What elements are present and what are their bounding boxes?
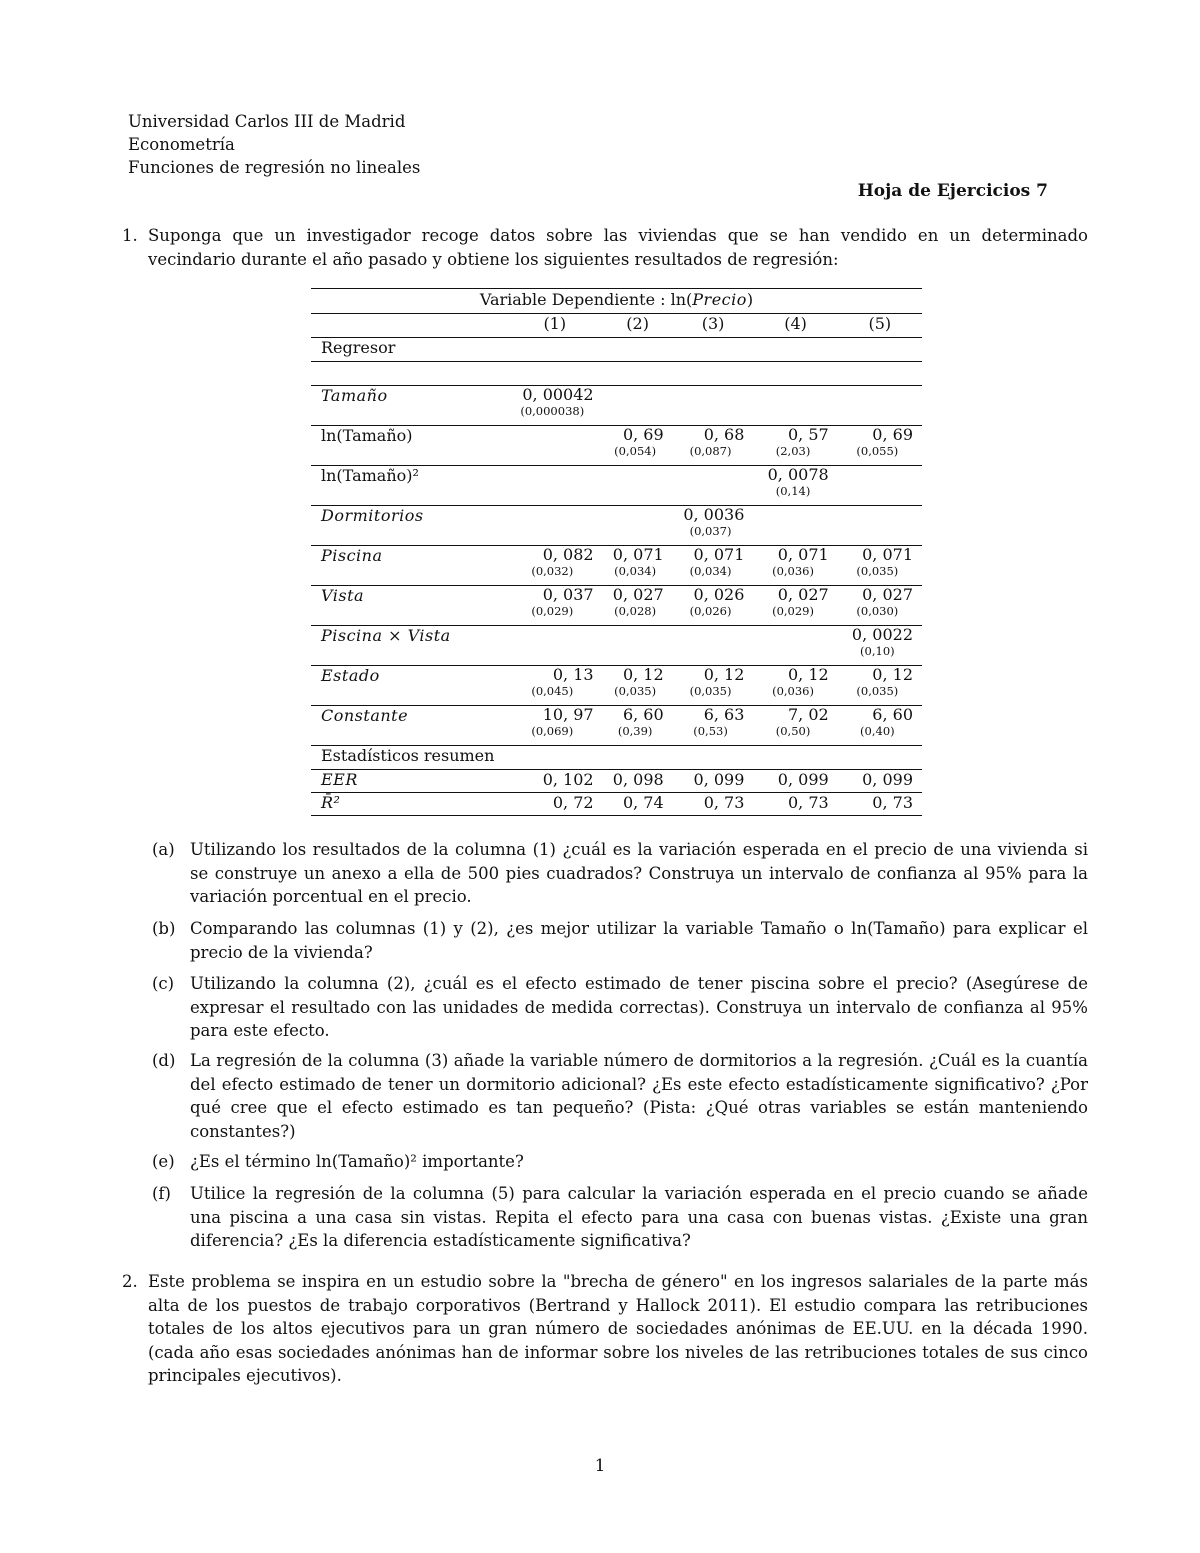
coefficient-cell (838, 466, 922, 506)
sub-question-f (152, 1182, 1088, 1253)
standard-error: (0,045) (531, 684, 574, 698)
standard-error: (0,030) (856, 604, 899, 618)
coefficient-value: 0, 12 (787, 665, 829, 684)
coefficient-row (311, 506, 922, 546)
sub-question-c (152, 972, 1088, 1043)
coefficient-value: 0, 027 (612, 585, 664, 604)
regressor-label: Regresor (311, 338, 922, 362)
regressor-name: ln(Tamaño)² (311, 466, 507, 506)
coefficient-value: 0, 027 (862, 585, 913, 604)
standard-error: (0,036) (772, 564, 814, 578)
standard-error: (0,000038) (520, 404, 585, 418)
r2-value: 0, 73 (753, 793, 837, 816)
r2-value: 0, 74 (603, 793, 673, 816)
standard-error: (0,39) (617, 724, 653, 738)
coefficient-cell (838, 666, 922, 706)
coefficient-cell (673, 506, 754, 546)
sub-question-b (152, 917, 1088, 964)
standard-error: (0,032) (531, 564, 574, 578)
standard-error: (0,029) (531, 604, 574, 618)
eer-value: 0, 102 (507, 770, 603, 793)
coefficient-value: 6, 63 (703, 705, 745, 724)
coefficient-cell (673, 546, 754, 586)
standard-error: (0,034) (689, 564, 732, 578)
topic-name: Funciones de regresión no lineales (128, 158, 421, 177)
standard-error: (0,10) (860, 644, 895, 658)
sub-question-text: Comparando las columnas (1) y (2), ¿es mejor utilizar la variable Tamaño o ln(Tamaño) para explicar el precio de la vivienda? (190, 919, 1088, 962)
regressor-name: ln(Tamaño) (311, 426, 507, 466)
sub-question-label: (e) (152, 1152, 175, 1171)
r2-value: 0, 73 (673, 793, 754, 816)
eer-value: 0, 099 (753, 770, 837, 793)
coefficient-cell (838, 626, 922, 666)
coefficient-cell (507, 426, 603, 466)
coefficient-cell (507, 506, 603, 546)
coefficient-value: 0, 071 (612, 545, 664, 564)
column-header: (3) (673, 314, 754, 338)
sub-question-label: (c) (152, 974, 175, 993)
column-header: (5) (838, 314, 922, 338)
coefficient-cell (603, 386, 673, 426)
coefficient-cell (603, 586, 673, 626)
column-header: (1) (507, 314, 603, 338)
coefficient-value: 0, 57 (787, 425, 829, 444)
standard-error: (0,034) (614, 564, 657, 578)
coefficient-cell (673, 586, 754, 626)
sub-question-label: (b) (152, 919, 176, 938)
coefficient-value: 0, 027 (777, 585, 829, 604)
r2-value: 0, 72 (507, 793, 603, 816)
coefficient-row (311, 626, 922, 666)
standard-error: (0,035) (614, 684, 657, 698)
summary-header-row (311, 746, 922, 770)
r2-value: 0, 73 (838, 793, 922, 816)
standard-error: (2,03) (775, 444, 811, 458)
coefficient-cell (507, 706, 603, 746)
coefficient-value: 6, 60 (872, 705, 913, 724)
regressor-name: Tamaño (311, 386, 507, 426)
coefficient-cell (753, 666, 837, 706)
eer-value: 0, 099 (838, 770, 922, 793)
coefficient-cell (507, 466, 603, 506)
coefficient-value: 10, 97 (542, 705, 594, 724)
sub-question-label: (f) (152, 1184, 171, 1203)
dep-var-label: Variable Dependiente : ln( (479, 290, 693, 309)
coefficient-value: 6, 60 (622, 705, 664, 724)
coefficient-cell (603, 466, 673, 506)
sheet-title: Hoja de Ejercicios 7 (857, 181, 1048, 201)
coefficient-cell (838, 546, 922, 586)
regressor-name: Piscina (311, 546, 507, 586)
column-header: (2) (603, 314, 673, 338)
coefficient-cell (838, 506, 922, 546)
coefficient-cell (507, 666, 603, 706)
sub-question-text: Utilizando los resultados de la columna (1) ¿cuál es la variación esperada en el precio de una vivienda si se construye un anexo a ella de 500 pies cuadrados? Construya un intervalo de confianza al 95% para la variación porcentual en el precio. (190, 840, 1088, 906)
coefficient-value: 0, 071 (693, 545, 745, 564)
coefficient-row (311, 386, 922, 426)
summary-label: Estadísticos resumen (311, 746, 922, 770)
column-header-row (311, 314, 922, 338)
coefficient-cell (673, 666, 754, 706)
standard-error: (0,026) (689, 604, 732, 618)
standard-error: (0,50) (775, 724, 811, 738)
coefficient-cell (838, 586, 922, 626)
coefficient-cell (603, 546, 673, 586)
standard-error: (0,037) (689, 524, 732, 538)
coefficient-cell (673, 706, 754, 746)
sub-question-text: ¿Es el término ln(Tamaño)² importante? (190, 1152, 524, 1171)
dependent-variable-row (311, 289, 922, 314)
standard-error: (0,036) (772, 684, 814, 698)
standard-error: (0,14) (775, 484, 811, 498)
university-name: Universidad Carlos III de Madrid (128, 112, 406, 131)
coefficient-cell (753, 386, 837, 426)
standard-error: (0,069) (531, 724, 574, 738)
coefficient-row (311, 706, 922, 746)
coefficient-value: 0, 12 (872, 665, 913, 684)
coefficient-value: 7, 02 (787, 705, 829, 724)
page-number: 1 (594, 1456, 606, 1476)
standard-error: (0,087) (689, 444, 732, 458)
coefficient-row (311, 466, 922, 506)
sub-question-label: (d) (152, 1051, 176, 1070)
sub-question-d (152, 1049, 1088, 1143)
coefficient-cell (673, 466, 754, 506)
eer-value: 0, 098 (603, 770, 673, 793)
coefficient-cell (673, 386, 754, 426)
sub-question-text: Utilice la regresión de la columna (5) para calcular la variación esperada en el precio cuando se añade una piscina a una casa sin vistas. Repita el efecto para una casa con buenas vistas. ¿Existe una gran diferencia? ¿Es la diferencia estadísticamente significativa? (190, 1184, 1088, 1250)
question-2 (122, 1270, 1088, 1388)
coefficient-cell (838, 426, 922, 466)
coefficient-value: 0, 026 (693, 585, 745, 604)
question-1 (122, 224, 1088, 271)
coefficient-rows (311, 386, 922, 746)
coefficient-value: 0, 071 (862, 545, 913, 564)
regressor-name: Estado (311, 666, 507, 706)
coefficient-row (311, 426, 922, 466)
coefficient-cell (753, 546, 837, 586)
standard-error: (0,028) (614, 604, 657, 618)
coefficient-value: 0, 0036 (683, 505, 745, 524)
question-text: Este problema se inspira en un estudio sobre la "brecha de género" en los ingresos salariales de la parte más alta de los puestos de trabajo corporativos (Bertrand y Hallock 2011). El estudio compara las retribuciones totales de los altos ejecutivos para un gran número de sociedades anónimas de EE.UU. en la década 1990. (cada año esas sociedades anónimas han de informar sobre los niveles de las retribuciones totales de sus cinco principales ejecutivos). (148, 1272, 1088, 1385)
coefficient-cell (507, 386, 603, 426)
eer-value: 0, 099 (673, 770, 754, 793)
coefficient-cell (673, 626, 754, 666)
regressor-header-row (311, 338, 922, 362)
column-header: (4) (753, 314, 837, 338)
coefficient-value: 0, 69 (622, 425, 664, 444)
sub-question-text: Utilizando la columna (2), ¿cuál es el efecto estimado de tener piscina sobre el precio? (Asegúrese de expresar el resultado con las unidades de medida correctas). Construya un intervalo de confianza al 95% para este efecto. (190, 974, 1088, 1040)
question-number: 2. (122, 1272, 138, 1291)
coefficient-cell (753, 466, 837, 506)
eer-row (311, 770, 922, 793)
coefficient-value: 0, 12 (703, 665, 745, 684)
coefficient-cell (507, 546, 603, 586)
coefficient-cell (838, 706, 922, 746)
coefficient-value: 0, 13 (552, 665, 594, 684)
standard-error: (0,055) (856, 444, 899, 458)
coefficient-cell (673, 426, 754, 466)
coefficient-value: 0, 071 (777, 545, 829, 564)
dep-var-name: Precio (692, 290, 747, 309)
r2-row (311, 793, 922, 816)
standard-error: (0,029) (772, 604, 814, 618)
regressor-name: Dormitorios (311, 506, 507, 546)
coefficient-cell (507, 626, 603, 666)
coefficient-row (311, 586, 922, 626)
standard-error: (0,53) (693, 724, 728, 738)
coefficient-cell (838, 386, 922, 426)
coefficient-value: 0, 0078 (767, 465, 829, 484)
r2-label: R̄² (311, 793, 507, 816)
coefficient-cell (603, 626, 673, 666)
coefficient-cell (507, 586, 603, 626)
coefficient-value: 0, 68 (703, 425, 745, 444)
eer-label: EER (311, 770, 507, 793)
coefficient-cell (753, 506, 837, 546)
regressor-name: Constante (311, 706, 507, 746)
course-name: Econometría (128, 135, 235, 154)
coefficient-cell (753, 706, 837, 746)
sub-question-text: La regresión de la columna (3) añade la variable número de dormitorios a la regresión. ¿Cuál es la cuantía del efecto estimado de tener un dormitorio adicional? ¿Es este efecto estadísticamente significativo? ¿Por qué cree que el efecto estimado es tan pequeño? (Pista: ¿Qué otras variables se están manteniendo constantes?) (190, 1051, 1088, 1141)
coefficient-cell (603, 426, 673, 466)
dep-var-close: ) (746, 290, 754, 309)
standard-error: (0,035) (856, 564, 899, 578)
coefficient-row (311, 546, 922, 586)
coefficient-cell (603, 666, 673, 706)
standard-error: (0,035) (689, 684, 732, 698)
coefficient-cell (753, 586, 837, 626)
coefficient-value: 0, 69 (872, 425, 913, 444)
coefficient-value: 0, 0022 (851, 625, 913, 644)
coefficient-row (311, 666, 922, 706)
coefficient-cell (753, 426, 837, 466)
coefficient-cell (753, 626, 837, 666)
question-number: 1. (122, 226, 138, 245)
regressor-name: Piscina × Vista (311, 626, 507, 666)
question-text: Suponga que un investigador recoge datos sobre las viviendas que se han vendido en un determinado vecindario durante el año pasado y obtiene los siguientes resultados de regresión: (148, 226, 1088, 269)
regression-table (311, 288, 922, 816)
standard-error: (0,035) (856, 684, 899, 698)
regressor-name: Vista (311, 586, 507, 626)
coefficient-value: 0, 12 (622, 665, 664, 684)
sub-question-e (152, 1150, 1088, 1174)
coefficient-cell (603, 706, 673, 746)
coefficient-value: 0, 00042 (522, 385, 594, 404)
standard-error: (0,054) (614, 444, 657, 458)
sub-question-label: (a) (152, 840, 175, 859)
coefficient-value: 0, 037 (542, 585, 594, 604)
spacer-row (311, 362, 922, 386)
coefficient-value: 0, 082 (542, 545, 594, 564)
sub-question-a (152, 838, 1088, 909)
standard-error: (0,40) (860, 724, 895, 738)
coefficient-cell (603, 506, 673, 546)
